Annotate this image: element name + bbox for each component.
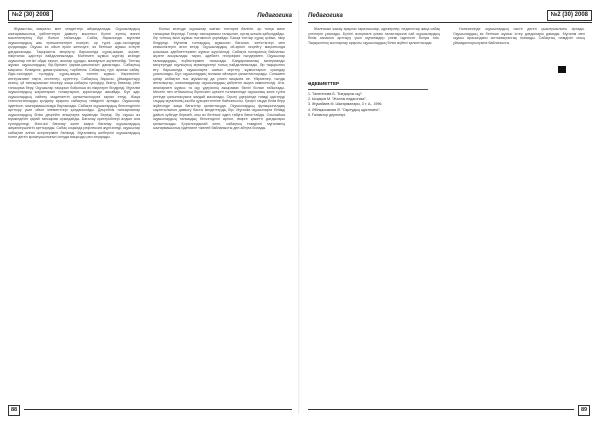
- section-title: Педагогика: [308, 12, 343, 19]
- body-text: Екінші кезеңде оқушылар шағын топтарға бөлініп, әр топқа жеке тапсырма беріледі. Топтар тапсырманы талқылап, ортақ шешім қабылдайды. Әр топтың өкілі жұмыс нәтижесін қорғайды. Басқа топтар сұрақ қойып, пікір білдіреді. Мұғалім топтардың жұмысын бағалап, жетістіктері мен кемшіліктерін атап өтеді. Оқушылардың ой-өрісін кеңейту мақсатында қосымша әдебиеттермен жұмыс жүргізіледі. Сабақта пәнаралық байланыс жүзеге асырылады: тарих, әдебиет, география пәндерімен. Оқушылар ғалымдардың еңбектерімен танысады. Бағдарламалық материалды меңгертуде оқулықтың мүмкіндіктері толық пайдаланылады. Әр тақырыпты өту барысында оқушыларға шағын зерттеу жұмыстарын орындау ұсынылады. Бұл оқушылардың ғылыми ойлауын қалыптастырады. Сонымен қатар сабақтан тыс жұмыстар да үлкен маңызға ие. Үйірмелер, пәндік апталықтар, олимпиадалар оқушылардың қабілетін ашуға көмектеседі. Ата-аналармен жұмыс та оқу үдерісінің ажырамас бөлігі болып табылады. Мектеп пен отбасының бірлескен әрекеті нәтижесінде оқушының жеке тұлға ретінде қалыптасуына жағдай жасалады. Оқыту үдерісінде тиімді әдістерді таңдау мұғалімнің кәсіби құзыреттілігіне байланысты. Қазіргі таңда білім беру жүйесінде жаңа бағыттар қалыптасуда. Оқушылардың функционалдық сауаттылығын дамыту басты міндеттердің бірі. Мұғалім оқушыларға білімді дайын күйінде бермей, оны өз бетінше іздеп табуға бағыттайды. Осылайша оқушылардың танымдық белсенділігі артып, өмірге қажетті дағдылары қалыптасады. Қорытындылай келе, сабақтың тиімділігі мұғалімнің шығармашылық ізденісіне тікелей байланысты деп айтуға болады.: [153, 27, 285, 130]
- left-page-header: [8, 10, 292, 21]
- reference-item: 5. Ғаламтор деректері.: [308, 112, 347, 117]
- references-list: [308, 92, 443, 118]
- body-text: Жалғасын жасау арқылы тарихшылар, әдіскерлер, педагогтар жаңа сабақ үлгілерін ұсынады. Бүгінгі өзгермелі қоғам талаптарына сай оқушылардың білім сапасын арттыру үшін мұғалімдер үнемі ізденісте болуы тиіс. Тақырыптық жоспарлау арқылы оқушылардың білім жүйесі қалыптасады.: [308, 27, 440, 45]
- section-title: Педагогика: [257, 12, 292, 19]
- right-page-header: [308, 10, 592, 21]
- reference-item: 4. Әбілқасымова Ә. "Оқытудың әдістемесі".: [308, 107, 381, 112]
- footer-rule: [308, 409, 574, 410]
- text-column-1: [8, 27, 140, 405]
- body-text: Нәтижесінде оқушылардың пәнге деген қызығушылығы артады. Оқушылардың өз бетінше жұмыс істеу дағдылары дамиды. Мұғалім мен оқушы арасындағы ынтымақтастық нығаяды. Сабақтың тиімділігі оның ұйымдастырылуына байланысты.: [453, 27, 585, 45]
- text-column-1: [308, 27, 440, 75]
- text-column-2: [453, 27, 585, 71]
- references-rule: [308, 89, 428, 90]
- footer-rule: [24, 409, 292, 410]
- page-number: 89: [578, 405, 590, 416]
- right-page: [300, 0, 600, 424]
- header-rule: [8, 22, 292, 23]
- text-column-2: [153, 27, 285, 405]
- end-of-article-mark: [558, 66, 566, 73]
- issue-number: №2 (30) 2008: [547, 10, 592, 21]
- reference-item: 1. Төлегенова Б. "Бағдарлы оқу".: [308, 92, 363, 96]
- issue-number: №2 (30) 2008: [8, 10, 53, 21]
- reference-item: 2. Ысқақов М. "Жалпы педагогика".: [308, 97, 367, 102]
- header-rule: [308, 22, 592, 23]
- reference-item: 3. Жұмабаев М. Шығармалары, 3 т. А., 1996.: [308, 102, 383, 107]
- body-text: Жұмыстың мақсаты мен міндеттері айқындалады. Оқушылардың шығармашылық қабілеттерін дамыту мәселесі бүгінгі күннің өзекті мәселелерінің бірі болып табылады. Сабақ барысында мұғалім оқушылардың жас ерекшеліктерін ескеріп, әр түрлі әдіс-тәсілдерді қолданады. Оқушы өз ойын еркін жеткізуге, өз бетінше жұмыс істеуге дағдыланады. Тақырыпты меңгерту барысында сұрақ-жауап, әңгіме, пікірталас әдістері пайдаланылады. Мәтінмен жұмыс жүргізу кезінде оқушылар негізгі ойды тауып, жоспар құрады, мазмұнын әңгімелейді. Топтық жұмыс оқушылардың бір-бірімен қарым-қатынасын дамытады. Сабақтың мақсаты: білімділік, дамытушылық, тәрбиелік. Сабақтың түрі: аралас сабақ. Әдіс-тәсілдері: түсіндіру, сұрақ-жауап, топпен жұмыс. Көрнекілігі: интерактивті тақта, кестелер, суреттер. Сабақтың барысы: ұйымдастыру кезеңі, үй тапсырмасын тексеру, жаңа сабақты түсіндіру, бекіту, бағалау, үйге тапсырма беру. Оқушылар тақырып бойынша өз пікірлерін білдіреді. Мұғалім оқушылардың жауаптарын толықтырып, қорытынды жасайды. Бұл әдіс оқушылардың сөйлеу мәдениетін қалыптастыруға ықпал етеді. Жаңа технологияларды қолдану арқылы сабақтың тиімділігі артады. Оқушылар ізденіске, шығармашылыққа баулынады. Сабақта оқушылардың белсенділігін арттыру үшін ойын элементтері қолданылады. Деңгейлік тапсырмалар оқушылардың білім деңгейін анықтауға мүмкіндік береді. Әр оқушы өз мүмкіндігіне қарай тапсырма орындайды. Бағалау критерийлері алдын ала түсіндіріледі. Өзін-өзі бағалау және өзара бағалау оқушылардың жауапкершілігін арттырады. Сабақ соңында рефлексия жүргізіледі, оқушылар сабақтан алған әсерлерімен бөліседі. Мұғалімнің шеберлігі оқушылардың пәнге деген қызығушылығын оятуда маңызды рөл атқарады.: [8, 27, 140, 139]
- page-number: 88: [8, 405, 20, 416]
- references-heading: ӘДЕБИЕТТЕР: [308, 81, 340, 86]
